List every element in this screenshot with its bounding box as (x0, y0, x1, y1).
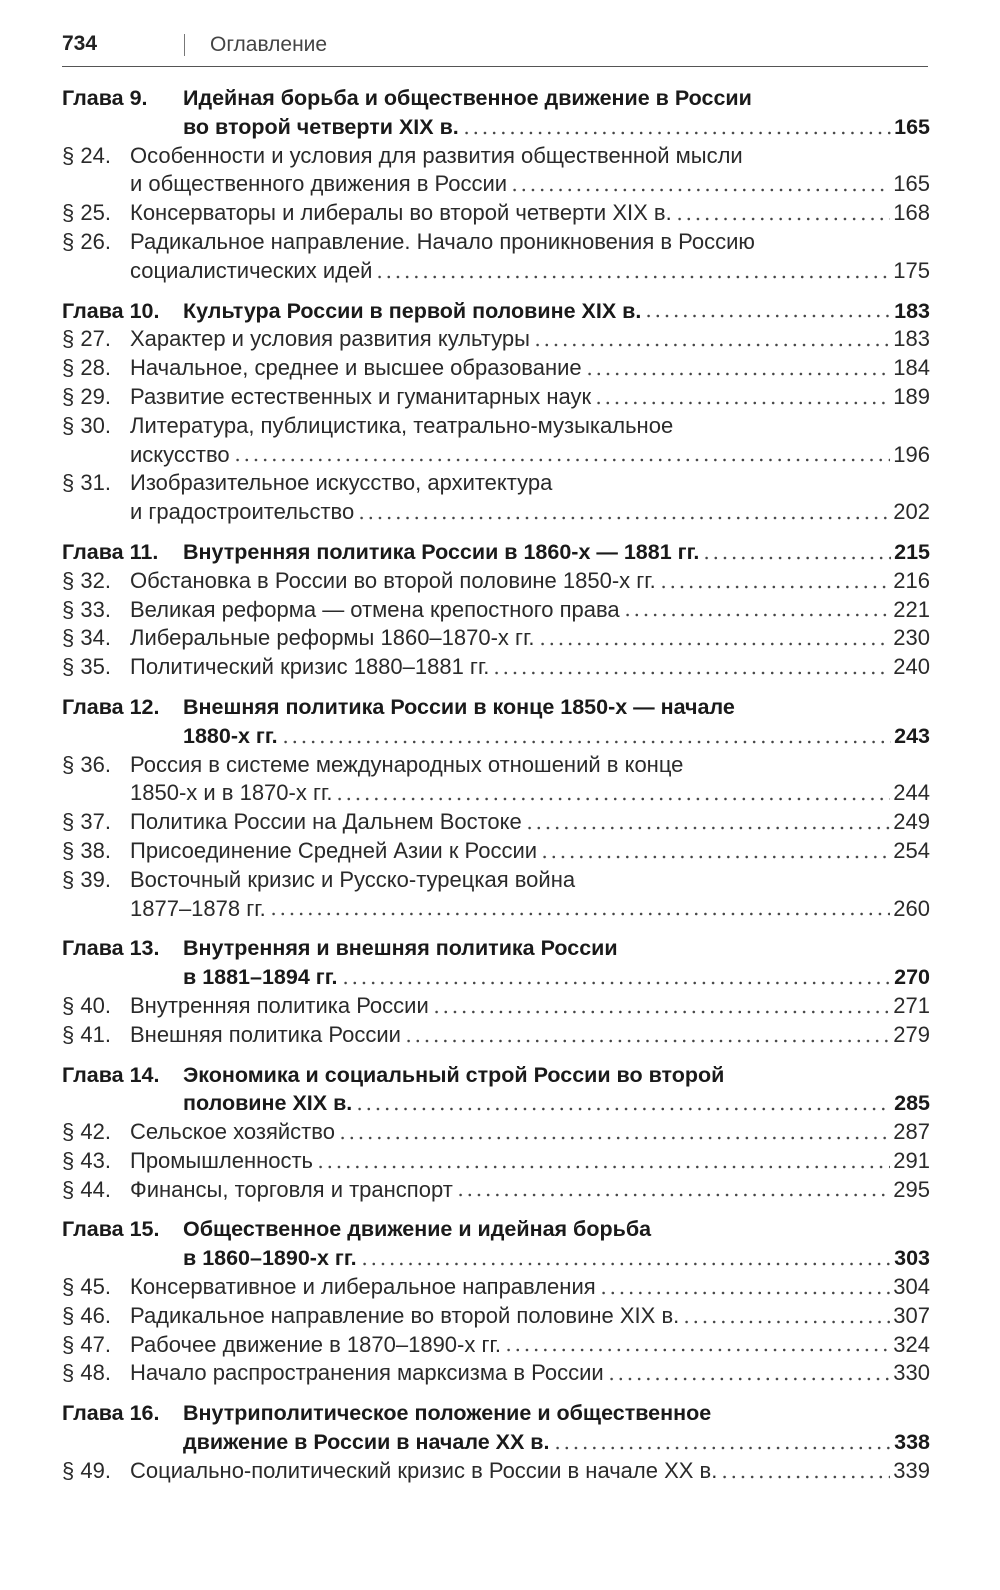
title-line-last (130, 596, 930, 625)
title-line-last (183, 1089, 930, 1118)
page-reference: 285 (894, 1091, 930, 1116)
title-text: социалистических идей (130, 257, 373, 283)
page-reference: 287 (893, 1119, 930, 1145)
title-line-last (130, 624, 930, 653)
entry-title (130, 1118, 930, 1147)
title-line: Внешняя политика России в конце 1850-х — начале (183, 694, 735, 719)
dot-leader (456, 1183, 891, 1197)
section-label: § 49. (62, 1457, 111, 1483)
title-text: Начальное, среднее и высшее образование (130, 355, 582, 381)
dot-leader (607, 1367, 891, 1381)
title-line-last (130, 1118, 930, 1147)
chapter-label: Глава 12. (62, 694, 160, 719)
entry-title (183, 934, 930, 992)
toc-section-entry[interactable] (62, 199, 930, 228)
title-line-last (130, 567, 930, 596)
title-text: Рабочее движение в 1870–1890-х гг. (130, 1331, 501, 1357)
title-line: Изобразительное искусство, архитектура (130, 470, 553, 496)
title-line-last (130, 498, 930, 527)
entry-title (183, 297, 930, 326)
dot-leader (659, 575, 891, 589)
page-reference: 165 (894, 114, 930, 139)
page-reference: 196 (893, 441, 930, 467)
title-text: Социально-политический кризис в России в начале XX в. (130, 1457, 718, 1483)
title-text: Промышленность (130, 1147, 314, 1173)
title-line-last (183, 538, 930, 567)
section-label: § 31. (62, 470, 111, 496)
section-label: § 42. (62, 1119, 111, 1145)
toc-section-entry[interactable] (62, 866, 930, 924)
dot-leader (510, 178, 890, 192)
title-line-last (130, 1302, 930, 1331)
section-label: § 24. (62, 142, 111, 168)
toc-section-entry[interactable] (62, 1331, 930, 1360)
section-label: § 26. (62, 228, 111, 254)
toc-section-entry[interactable] (62, 1273, 930, 1302)
entry-title (130, 469, 930, 527)
page-number: 734 (62, 32, 98, 55)
toc-chapter-entry[interactable] (62, 693, 930, 751)
title-text: Радикальное направление во второй половине XIX в. (130, 1302, 680, 1328)
title-line-last (130, 1331, 930, 1360)
title-line-last (130, 653, 930, 682)
title-text: Либеральные реформы 1860–1870-х гг. (130, 625, 535, 651)
section-label: § 46. (62, 1302, 111, 1328)
toc-section-entry[interactable] (62, 567, 930, 596)
dot-leader (720, 1465, 890, 1479)
title-text: и общественного движения в России (130, 171, 508, 197)
dot-leader (462, 121, 891, 135)
title-line: Общественное движение и идейная борьба (183, 1217, 652, 1242)
page-reference: 254 (893, 837, 930, 863)
title-line-last (130, 257, 930, 286)
entry-title (130, 837, 930, 866)
toc-section-entry[interactable] (62, 1147, 930, 1176)
title-text: Политика России на Дальнем Востоке (130, 809, 522, 835)
title-line-last (183, 1244, 930, 1273)
title-line: Восточный кризис и Русско-турецкая война (130, 866, 576, 892)
title-line-last (130, 808, 930, 837)
entry-title (183, 1061, 930, 1119)
entry-title (183, 84, 930, 142)
toc-section-entry[interactable] (62, 1359, 930, 1388)
section-label: § 28. (62, 355, 111, 381)
page-reference: 183 (893, 326, 930, 352)
section-label: § 39. (62, 866, 111, 892)
title-line-last (183, 113, 930, 142)
title-text: движение в России в начале XX в. (183, 1430, 550, 1455)
toc-section-entry[interactable] (62, 1021, 930, 1050)
title-line: Литература, публицистика, театрально-музыкальное (130, 412, 674, 438)
toc-section-entry[interactable] (62, 228, 930, 286)
title-line-last (130, 383, 930, 412)
section-label: § 27. (62, 326, 111, 352)
dot-leader (644, 304, 891, 318)
title-line-last (130, 779, 930, 808)
entry-title (130, 228, 930, 286)
toc-section-entry[interactable] (62, 751, 930, 809)
title-text: Внутренняя политика России (130, 992, 429, 1018)
section-label: § 40. (62, 992, 111, 1018)
entry-title (130, 1021, 930, 1050)
title-line-last (130, 1359, 930, 1388)
title-line-last (130, 1147, 930, 1176)
toc-section-entry[interactable] (62, 596, 930, 625)
dot-leader (504, 1338, 890, 1352)
page-reference: 304 (893, 1274, 930, 1300)
title-line: Россия в системе международных отношений в конце (130, 751, 684, 777)
entry-title (130, 1331, 930, 1360)
entry-title (130, 1273, 930, 1302)
entry-title (130, 1457, 930, 1486)
dot-leader (355, 1097, 891, 1111)
entry-title (130, 412, 930, 470)
title-text: Внутренняя политика России в 1860-х — 1881 гг. (183, 539, 700, 564)
chapter-label: Глава 16. (62, 1401, 160, 1426)
page-reference: 216 (893, 567, 930, 593)
toc-chapter-entry[interactable] (62, 1399, 930, 1457)
toc-section-entry[interactable] (62, 412, 930, 470)
title-line-last (130, 170, 930, 199)
title-line-last (183, 963, 930, 992)
page-reference: 338 (894, 1430, 930, 1455)
dot-leader (682, 1310, 890, 1324)
dot-leader (375, 265, 890, 279)
dot-leader (623, 603, 891, 617)
section-label: § 44. (62, 1176, 111, 1202)
entry-title (130, 354, 930, 383)
toc-section-entry[interactable] (62, 325, 930, 354)
toc-chapter-entry[interactable] (62, 934, 930, 992)
page-reference: 168 (893, 200, 930, 226)
entry-title (130, 567, 930, 596)
title-line: Экономика и социальный строй России во второй (183, 1062, 725, 1087)
title-line: Особенности и условия для развития общественной мысли (130, 142, 743, 168)
chapter-label: Глава 13. (62, 936, 160, 961)
section-label: § 47. (62, 1331, 111, 1357)
title-text: Присоединение Средней Азии к России (130, 837, 538, 863)
section-label: § 43. (62, 1147, 111, 1173)
section-label: § 34. (62, 625, 111, 651)
title-text: Характер и условия развития культуры (130, 326, 530, 352)
chapter-label: Глава 14. (62, 1062, 160, 1087)
title-text: половине XIX в. (183, 1091, 353, 1116)
entry-title (183, 693, 930, 751)
title-text: 1880-х гг. (183, 723, 278, 748)
toc-section-entry[interactable] (62, 992, 930, 1021)
dot-leader (360, 1252, 891, 1266)
entry-title (130, 1302, 930, 1331)
dot-leader (675, 207, 891, 221)
page-reference: 244 (893, 780, 930, 806)
title-line: Идейная борьба и общественное движение в России (183, 86, 752, 110)
page-reference: 249 (893, 809, 930, 835)
toc-section-entry[interactable] (62, 1176, 930, 1205)
title-line-last (183, 722, 930, 751)
section-label: § 41. (62, 1021, 111, 1047)
running-title: Оглавление (210, 33, 328, 56)
toc-section-entry[interactable] (62, 469, 930, 527)
chapter-label: Глава 10. (62, 298, 160, 323)
page-reference: 324 (893, 1331, 930, 1357)
title-text: Развитие естественных и гуманитарных наук (130, 383, 592, 409)
title-line: Радикальное направление. Начало проникновения в Россию (130, 228, 755, 254)
section-label: § 45. (62, 1274, 111, 1300)
page-reference: 240 (893, 654, 930, 680)
toc-chapter-entry[interactable] (62, 297, 930, 326)
dot-leader (599, 1281, 891, 1295)
page-reference: 175 (893, 257, 930, 283)
dot-leader (357, 506, 890, 520)
title-line-last (130, 895, 930, 924)
dot-leader (269, 902, 891, 916)
dot-leader (702, 546, 891, 560)
entry-title (130, 624, 930, 653)
dot-leader (341, 971, 892, 985)
title-line-last (130, 354, 930, 383)
title-text: Обстановка в России во второй половине 1850-х гг. (130, 567, 656, 593)
page-reference: 339 (893, 1457, 930, 1483)
page-reference: 303 (894, 1246, 930, 1271)
page-reference: 307 (893, 1302, 930, 1328)
dot-leader (233, 448, 891, 462)
title-text: в 1881–1894 гг. (183, 965, 338, 990)
dot-leader (540, 845, 890, 859)
page-reference: 165 (893, 171, 930, 197)
toc-section-entry[interactable] (62, 142, 930, 200)
dot-leader (432, 1000, 891, 1014)
title-line: Внутренняя и внешняя политика России (183, 936, 618, 961)
table-of-contents (62, 84, 930, 1486)
title-line: Внутриполитическое положение и общественное (183, 1401, 712, 1426)
dot-leader (585, 362, 891, 376)
title-line-last (130, 325, 930, 354)
dot-leader (525, 816, 891, 830)
running-header (62, 30, 928, 67)
dot-leader (533, 333, 890, 347)
title-text: Консерваторы и либералы во второй четверти XIX в. (130, 200, 672, 226)
entry-title (130, 751, 930, 809)
dot-leader (594, 391, 890, 405)
page-reference: 330 (893, 1360, 930, 1386)
title-text: Сельское хозяйство (130, 1119, 335, 1145)
title-text: Великая реформа — отмена крепостного права (130, 596, 620, 622)
toc-chapter-entry[interactable] (62, 1215, 930, 1273)
section-label: § 32. (62, 567, 111, 593)
toc-section-entry[interactable] (62, 624, 930, 653)
title-line-last (130, 1457, 930, 1486)
page-reference: 221 (893, 596, 930, 622)
chapter-label: Глава 15. (62, 1217, 160, 1242)
chapter-label: Глава 9. (62, 86, 148, 110)
chapter-label: Глава 11. (62, 539, 159, 564)
entry-title (130, 325, 930, 354)
entry-title (130, 1359, 930, 1388)
section-label: § 30. (62, 412, 111, 438)
page-reference: 260 (893, 895, 930, 921)
dot-leader (404, 1029, 890, 1043)
section-label: § 25. (62, 200, 111, 226)
page-reference: 215 (894, 539, 930, 564)
title-text: искусство (130, 441, 230, 467)
entry-title (183, 1215, 930, 1273)
dot-leader (338, 1126, 890, 1140)
title-line-last (130, 441, 930, 470)
page-reference: 189 (893, 383, 930, 409)
title-text: Начало распространения марксизма в России (130, 1360, 604, 1386)
dot-leader (316, 1155, 890, 1169)
entry-title (183, 538, 930, 567)
toc-section-entry[interactable] (62, 653, 930, 682)
title-text: 1877–1878 гг. (130, 895, 266, 921)
toc-section-entry[interactable] (62, 1302, 930, 1331)
section-label: § 35. (62, 654, 111, 680)
section-label: § 38. (62, 837, 111, 863)
title-line-last (130, 837, 930, 866)
section-label: § 37. (62, 809, 111, 835)
page-reference: 271 (893, 992, 930, 1018)
entry-title (130, 653, 930, 682)
toc-section-entry[interactable] (62, 354, 930, 383)
section-label: § 48. (62, 1360, 111, 1386)
title-text: Внешняя политика России (130, 1021, 401, 1047)
page-reference: 270 (894, 965, 930, 990)
page-reference: 279 (893, 1021, 930, 1047)
page-reference: 295 (893, 1176, 930, 1202)
entry-title (130, 1176, 930, 1205)
toc-section-entry[interactable] (62, 837, 930, 866)
toc-section-entry[interactable] (62, 383, 930, 412)
title-text: в 1860–1890-х гг. (183, 1246, 357, 1271)
title-text: во второй четверти XIX в. (183, 114, 459, 139)
entry-title (183, 1399, 930, 1457)
title-line-last (130, 199, 930, 228)
dot-leader (553, 1436, 892, 1450)
entry-title (130, 199, 930, 228)
title-text: 1850-х и в 1870-х гг. (130, 780, 333, 806)
title-line-last (183, 1428, 930, 1457)
title-text: Финансы, торговля и транспорт (130, 1176, 453, 1202)
page-reference: 230 (893, 625, 930, 651)
title-text: и градостроительство (130, 499, 355, 525)
header-divider (184, 34, 185, 56)
toc-chapter-entry[interactable] (62, 538, 930, 567)
title-line-last (130, 1273, 930, 1302)
page-reference: 183 (894, 298, 930, 323)
entry-title (130, 383, 930, 412)
entry-title (130, 142, 930, 200)
toc-section-entry[interactable] (62, 1118, 930, 1147)
dot-leader (281, 730, 891, 744)
title-text: Консервативное и либеральное направления (130, 1274, 596, 1300)
title-text: Политический кризис 1880–1881 гг. (130, 654, 490, 680)
dot-leader (492, 661, 890, 675)
toc-chapter-entry[interactable] (62, 84, 930, 142)
title-text: Культура России в первой половине XIX в. (183, 298, 642, 323)
toc-section-entry[interactable] (62, 808, 930, 837)
toc-chapter-entry[interactable] (62, 1061, 930, 1119)
entry-title (130, 992, 930, 1021)
dot-leader (335, 787, 890, 801)
entry-title (130, 866, 930, 924)
page-reference: 202 (893, 499, 930, 525)
section-label: § 29. (62, 383, 111, 409)
dot-leader (538, 632, 891, 646)
entry-title (130, 596, 930, 625)
entry-title (130, 1147, 930, 1176)
page-reference: 184 (893, 355, 930, 381)
section-label: § 33. (62, 596, 111, 622)
title-line-last (130, 1176, 930, 1205)
title-line-last (130, 1021, 930, 1050)
section-label: § 36. (62, 751, 111, 777)
entry-title (130, 808, 930, 837)
toc-section-entry[interactable] (62, 1457, 930, 1486)
page-reference: 291 (893, 1147, 930, 1173)
page-reference: 243 (894, 723, 930, 748)
title-line-last (183, 297, 930, 326)
title-line-last (130, 992, 930, 1021)
